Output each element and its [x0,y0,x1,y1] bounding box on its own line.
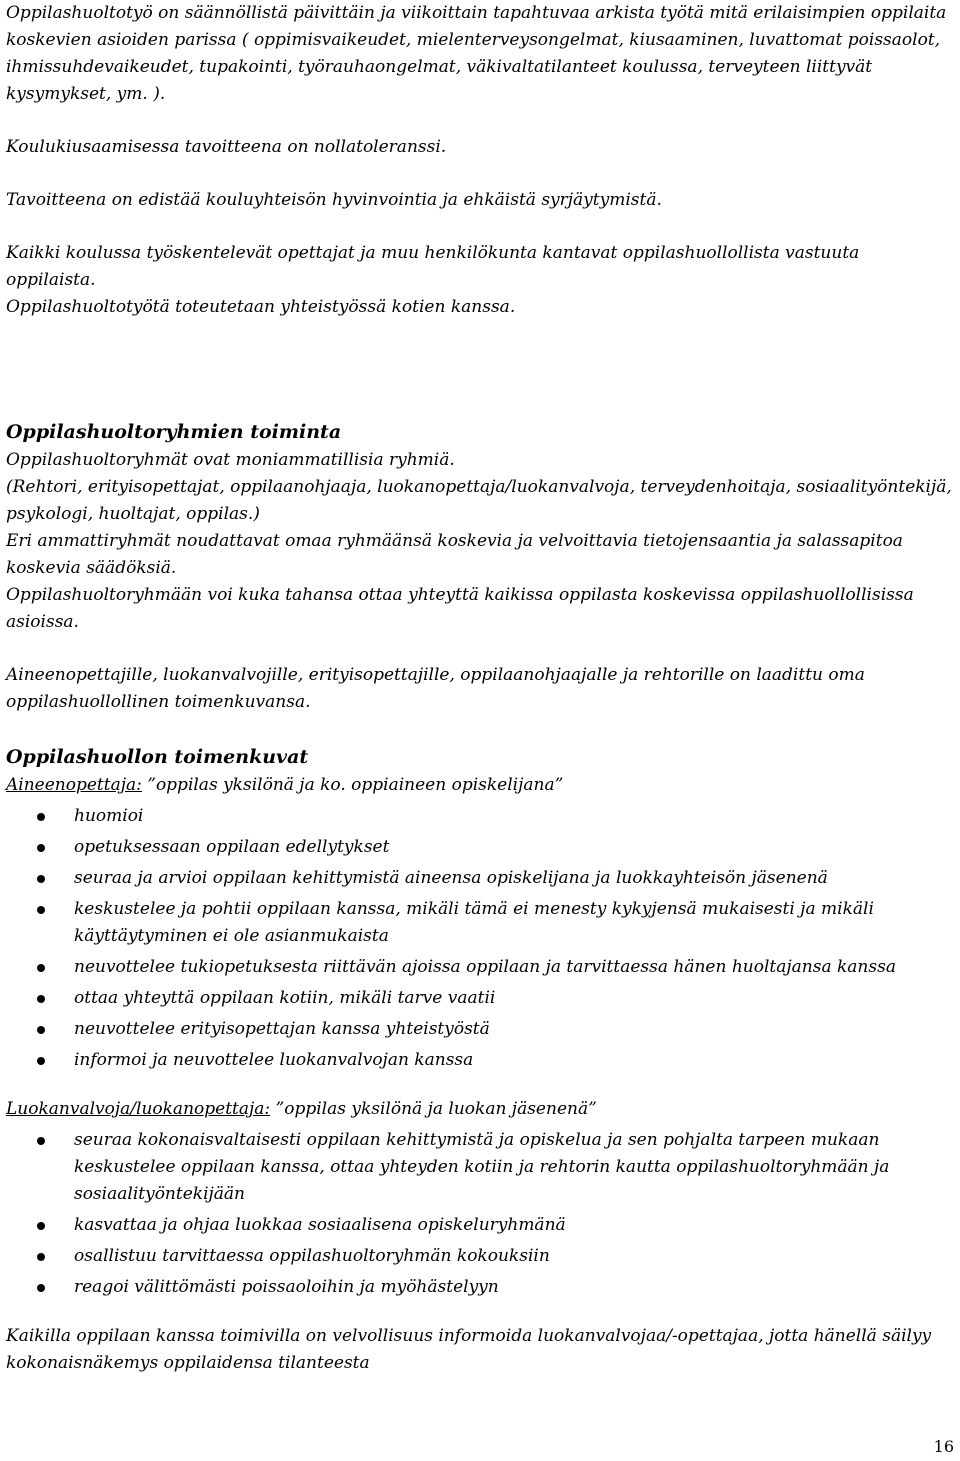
subject-teacher-quote: ”oppilas yksilönä ja ko. oppiaineen opiskelijana” [141,775,564,795]
bullet-icon [37,844,45,852]
bullet-icon [37,1253,45,1261]
list-item: seuraa kokonaisvaltaisesti oppilaan kehittymistä ja opiskelua ja sen pohjalta tarpeen mukaan keskustelee oppilaan kanssa, ottaa yhteyden kotiin ja rehtorin kautta oppilashuoltoryhmään ja sosiaalityöntekijään [6,1127,954,1208]
page-number: 16 [933,1437,954,1456]
groups-heading: Oppilashuoltoryhmien toiminta [6,421,342,443]
staff-responsibility: Kaikki koulussa työskentelevät opettajat ja muu henkilökunta kantavat oppilashuollollista vastuuta oppilaista. [6,243,860,290]
class-teacher-title: Luokanvalvoja/luokanopettaja: [6,1099,271,1119]
intro-paragraph: Oppilashuoltotyö on säännöllistä päivittäin ja viikoittain tapahtuvaa arkista työtä mitä erilaisimpien oppilaita koskevien asioiden parissa ( oppimisvaikeudet, mielenterveysongelmat, kiusaaminen, luvattomat poissaolot, ihmissuhdevaikeudet, tupakointi, työrauhaongelmat, väkivaltatilanteet koulussa, terveyteen liittyvät kysymykset, ym. ). [6,3,947,104]
list-item: informoi ja neuvottelee luokanvalvojan kanssa [6,1047,954,1074]
list-item: keskustelee ja pohtii oppilaan kanssa, mikäli tämä ei menesty kykyjensä mukaisesti ja mikäli käyttäytyminen ei ole asianmukaista [6,896,954,950]
bullet-icon [37,995,45,1003]
groups-line-4: Oppilashuoltoryhmään voi kuka tahansa ottaa yhteyttä kaikissa oppilasta koskevissa oppilashuollollisissa asioissa. [6,585,914,632]
bullet-icon [37,875,45,883]
list-item: ottaa yhteyttä oppilaan kotiin, mikäli tarve vaatii [6,985,954,1012]
bullet-icon [37,1284,45,1292]
groups-line-3: Eri ammattiryhmät noudattavat omaa ryhmäänsä koskevia ja velvoittavia tietojensaantia ja salassapitoa koskevia säädöksiä. [6,531,903,578]
bullet-icon [37,906,45,914]
bullet-icon [37,1026,45,1034]
groups-line-5: Aineenopettajille, luokanvalvojille, erityisopettajille, oppilaanohjaajalle ja rehtorille on laadittu oma oppilashuollollinen toimenkuvansa. [6,665,865,712]
document-page [6,0,954,1377]
list-item: neuvottelee erityisopettajan kanssa yhteistyöstä [6,1016,954,1043]
class-teacher-list [6,1127,954,1301]
list-item: kasvattaa ja ohjaa luokkaa sosiaalisena opiskeluryhmänä [6,1212,954,1239]
class-teacher-quote: ”oppilas yksilönä ja luokan jäsenenä” [270,1099,597,1119]
roles-heading: Oppilashuollon toimenkuvat [6,746,309,768]
list-item: huomioi [6,803,954,830]
subject-teacher-title-line [6,772,954,799]
subject-teacher-list [6,803,954,1074]
wellbeing-goal: Tavoitteena on edistää kouluyhteisön hyvinvointia ja ehkäistä syrjäytymistä. [6,190,662,210]
groups-line-2: (Rehtori, erityisopettajat, oppilaanohjaaja, luokanopettaja/luokanvalvoja, terveydenhoitaja, sosiaalityöntekijä, psykologi, huoltajat, oppilas.) [6,477,952,524]
bullet-icon [37,1137,45,1145]
bullet-icon [37,1057,45,1065]
list-item: reagoi välittömästi poissaoloihin ja myöhästelyyn [6,1274,954,1301]
closing-paragraph: Kaikilla oppilaan kanssa toimivilla on velvollisuus informoida luokanvalvojaa/-opettajaa, jotta hänellä säilyy kokonaisnäkemys oppilaidensa tilanteesta [6,1326,932,1373]
bullying-goal: Koulukiusaamisessa tavoitteena on nollatoleranssi. [6,137,447,157]
class-teacher-title-line [6,1096,954,1123]
list-item: seuraa ja arvioi oppilaan kehittymistä aineensa opiskelijana ja luokkayhteisön jäsenenä [6,865,954,892]
bullet-icon [37,1222,45,1230]
list-item: neuvottelee tukiopetuksesta riittävän ajoissa oppilaan ja tarvittaessa hänen huoltajansa kanssa [6,954,954,981]
home-cooperation: Oppilashuoltotyötä toteutetaan yhteistyössä kotien kanssa. [6,297,516,317]
list-item: osallistuu tarvittaessa oppilashuoltoryhmän kokouksiin [6,1243,954,1270]
bullet-icon [37,964,45,972]
bullet-icon [37,813,45,821]
subject-teacher-title: Aineenopettaja: [6,775,142,795]
list-item: opetuksessaan oppilaan edellytykset [6,834,954,861]
groups-line-1: Oppilashuoltoryhmät ovat moniammatillisia ryhmiä. [6,450,455,470]
